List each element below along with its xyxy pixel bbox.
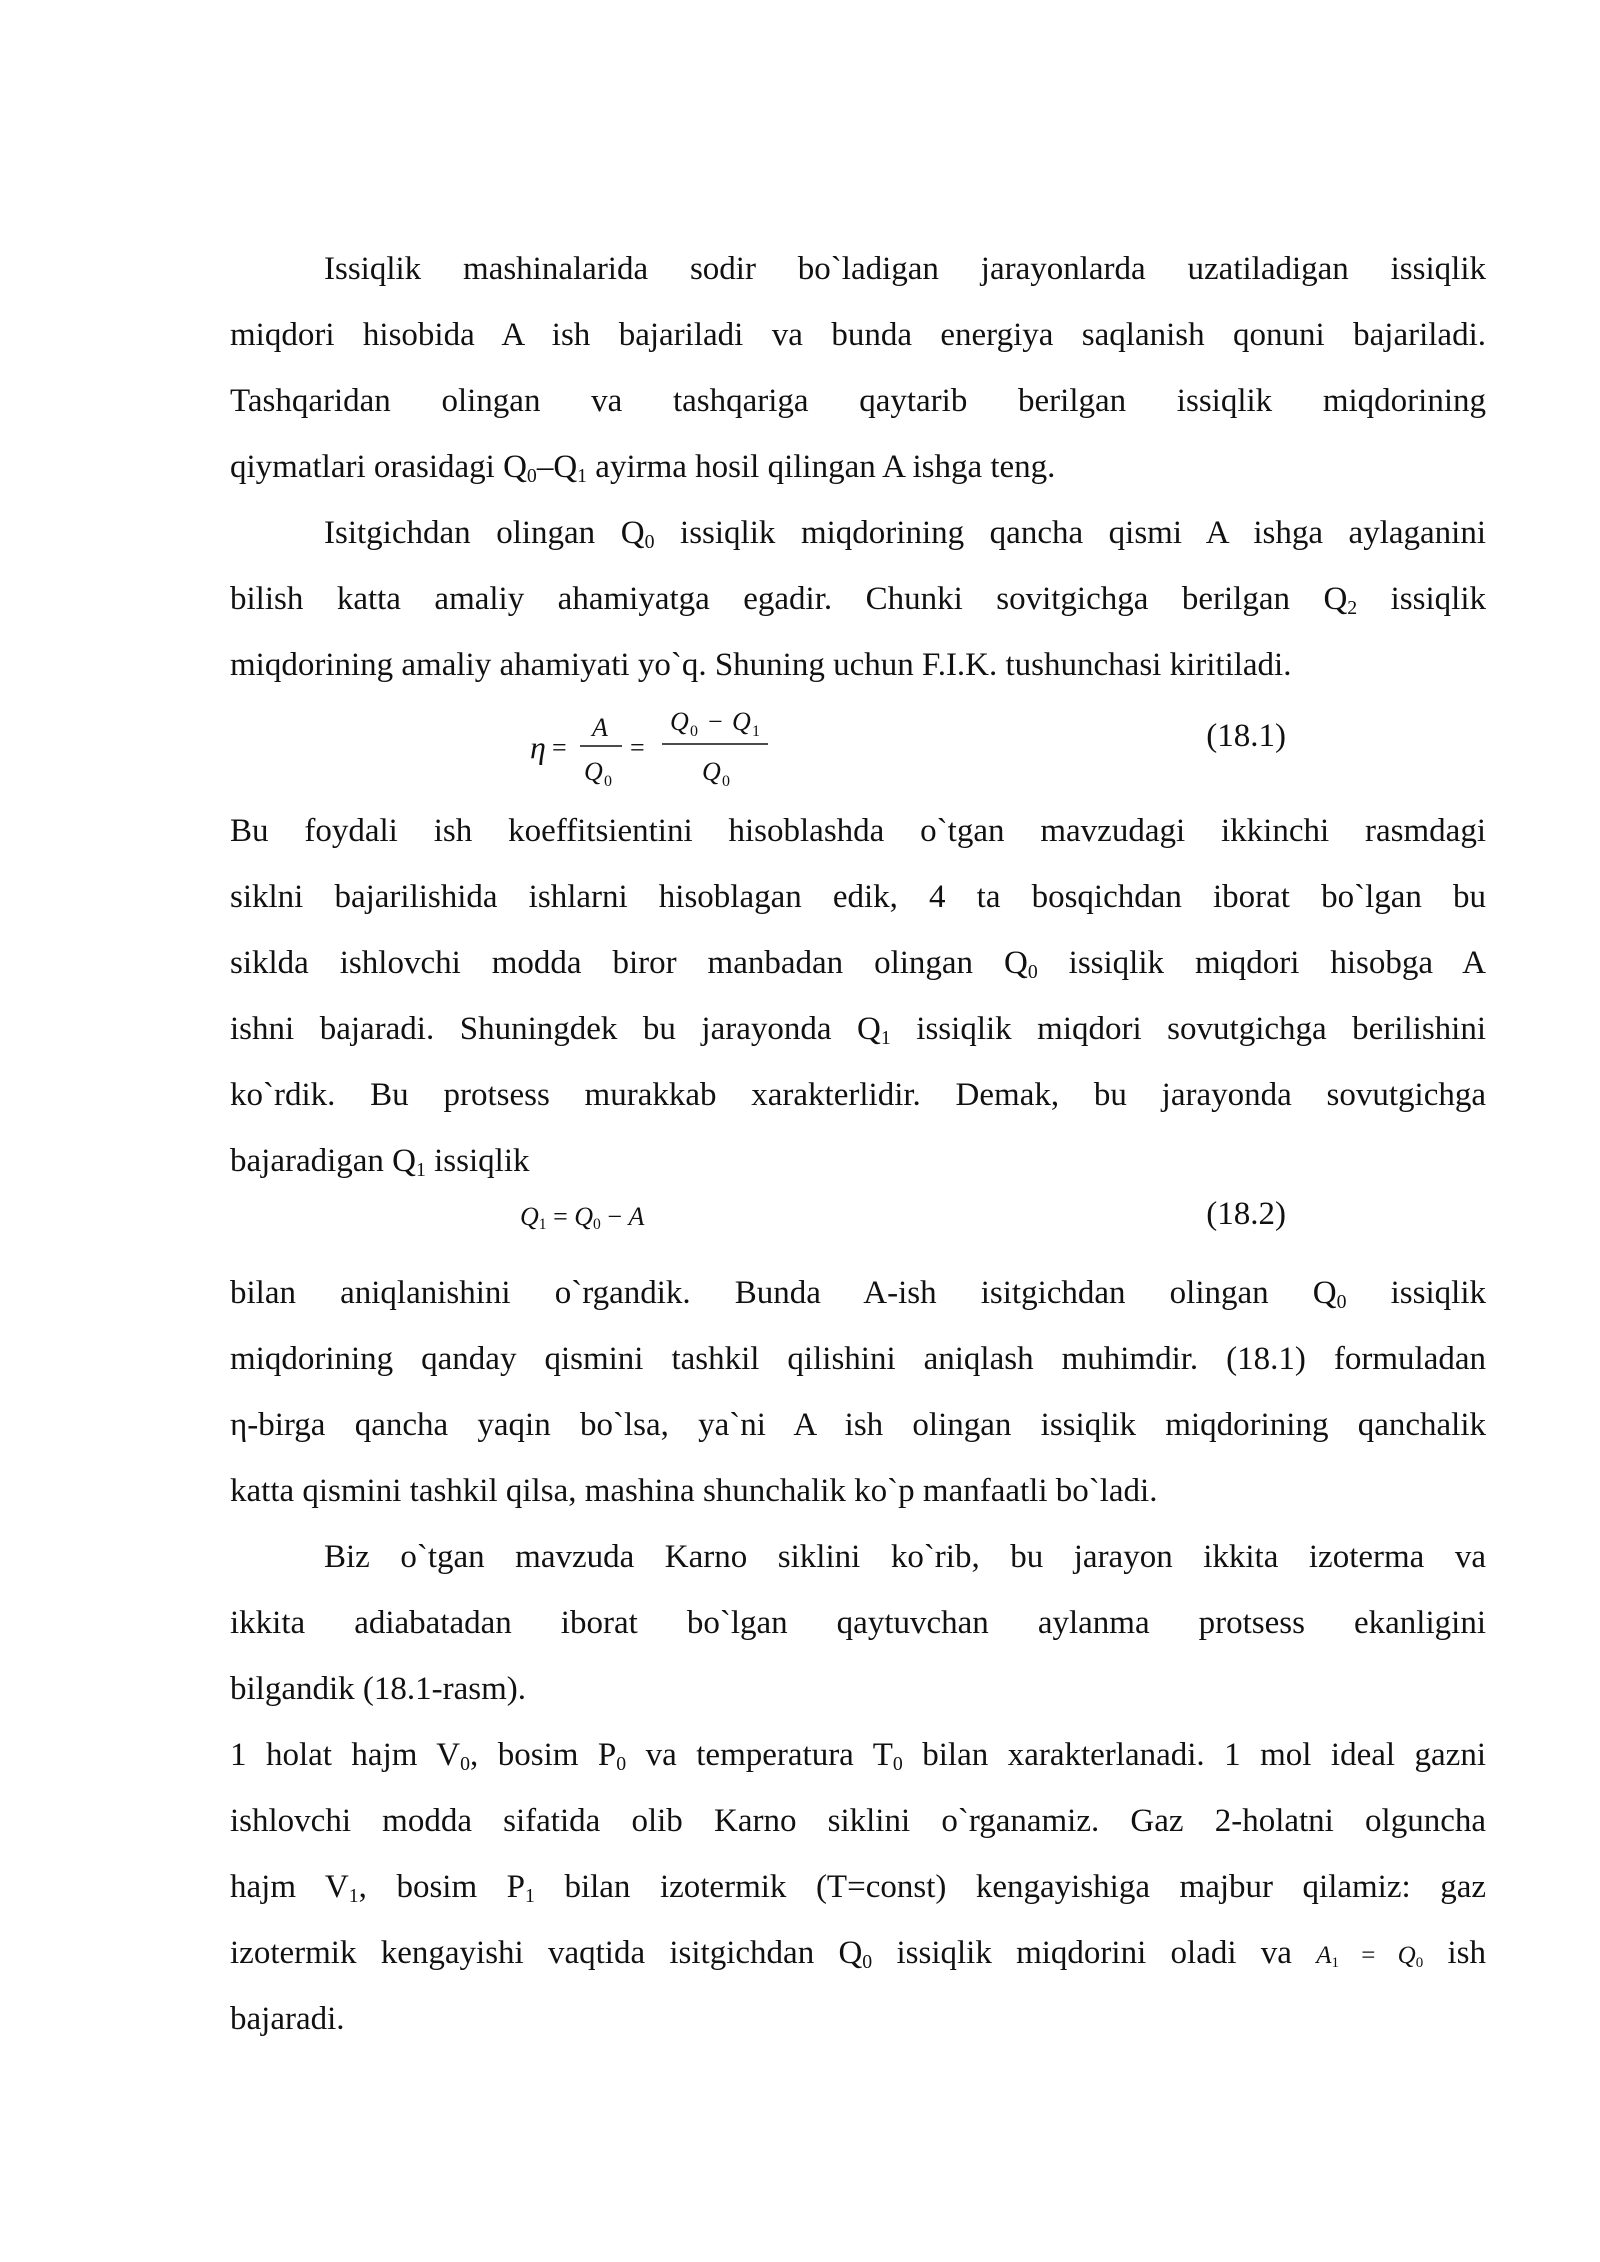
paragraph-3-line-6 <box>230 1128 1486 1194</box>
subscript: 1 <box>538 1215 547 1233</box>
subscript: 0 <box>460 1752 471 1775</box>
paragraph-3-line-4 <box>230 996 1486 1062</box>
subscript: 1 <box>1331 1954 1339 1971</box>
symbol: A <box>1316 1942 1332 1969</box>
text: issiqlik miqdori hisobga A <box>1037 945 1486 981</box>
paragraph-6-line-1 <box>230 1722 1486 1788</box>
equation-number: (18.2) <box>1206 1196 1286 1232</box>
text: bilan izotermik (T=const) kengayishiga majbur qilamiz: gaz <box>534 1869 1486 1905</box>
text: katta qismini tashkil qilsa, mashina shunchalik ko`p manfaatli bo`ladi. <box>230 1473 1158 1509</box>
numerator-q1: Q <box>732 707 751 736</box>
minus-sign: − <box>600 1202 629 1231</box>
paragraph-6-line-4 <box>230 1920 1486 1986</box>
text: bilgandik (18.1-rasm). <box>230 1671 527 1707</box>
denominator-q0-sub: 0 <box>604 773 612 790</box>
subscript: 0 <box>1336 1290 1347 1313</box>
text: Biz o`tgan mavzuda Karno siklini ko`rib, bu jarayon ikkita izoterma va <box>324 1539 1486 1575</box>
equals-sign: = <box>546 1202 575 1231</box>
text: miqdori hisobida A ish bajariladi va bunda energiya saqlanish qonuni bajariladi. <box>230 317 1486 353</box>
paragraph-1-line-1 <box>230 236 1486 302</box>
text: qiymatlari orasidagi Q <box>230 449 527 485</box>
text: bilish katta amaliy ahamiyatga egadir. Chunki sovitgichga berilgan Q <box>230 581 1348 617</box>
text: issiqlik <box>1357 581 1486 617</box>
text: izotermik kengayishi vaqtida isitgichdan Q <box>230 1935 863 1971</box>
denominator-q0-sub: 0 <box>722 773 730 790</box>
subscript: 0 <box>644 530 655 553</box>
inline-work-formula <box>1316 1942 1423 1969</box>
minus-sign: − <box>708 707 723 736</box>
text: bilan aniqlanishini o`rgandik. Bunda A-ish isitgichdan olingan Q <box>230 1275 1337 1311</box>
paragraph-1-line-3 <box>230 368 1486 434</box>
text: ishni bajaradi. Shuningdek bu jarayonda Q <box>230 1011 881 1047</box>
paragraph-1-line-4 <box>230 434 1486 500</box>
denominator-q0: Q <box>584 757 603 786</box>
text: miqdorining qanday qismini tashkil qilishini aniqlash muhimdir. (18.1) formuladan <box>230 1341 1486 1377</box>
paragraph-6-line-2 <box>230 1788 1486 1854</box>
eta-symbol: η <box>530 729 546 765</box>
subscript: 1 <box>880 1026 891 1049</box>
denominator-q0: Q <box>702 757 721 786</box>
text: ikkita adiabatadan iborat bo`lgan qaytuvchan aylanma protsess ekanligini <box>230 1605 1486 1641</box>
text: bajaradigan Q <box>230 1143 416 1179</box>
subscript: 1 <box>577 464 588 487</box>
formula-18-1 <box>230 698 1486 798</box>
numerator-q0: Q <box>670 707 689 736</box>
paragraph-1-line-2 <box>230 302 1486 368</box>
text: siklni bajarilishida ishlarni hisoblagan edik, 4 ta bosqichdan iborat bo`lgan bu <box>230 879 1486 915</box>
text: , bosim P <box>470 1737 617 1773</box>
text: issiqlik <box>425 1143 530 1179</box>
heat-balance-formula <box>520 1202 644 1232</box>
text: ayirma hosil qilingan A ishga teng. <box>587 449 1056 485</box>
paragraph-2-line-3 <box>230 632 1486 698</box>
text: ko`rdik. Bu protsess murakkab xarakterlidir. Demak, bu jarayonda sovutgichga <box>230 1077 1486 1113</box>
paragraph-2-line-1 <box>230 500 1486 566</box>
paragraph-4-line-3 <box>230 1392 1486 1458</box>
text: bajaradi. <box>230 2001 345 2037</box>
text: ishlovchi modda sifatida olib Karno siklini o`rganamiz. Gaz 2-holatni olguncha <box>230 1803 1486 1839</box>
symbol: Q <box>1397 1942 1416 1969</box>
text: siklda ishlovchi modda biror manbadan olingan Q <box>230 945 1028 981</box>
text: issiqlik <box>1346 1275 1486 1311</box>
text: hajm V <box>230 1869 349 1905</box>
text: Isitgichdan olingan Q <box>324 515 645 551</box>
subscript: 0 <box>526 464 537 487</box>
equals-sign: = <box>630 733 645 762</box>
subscript: 1 <box>348 1884 359 1907</box>
numerator-a: A <box>592 713 608 742</box>
text: issiqlik miqdorini oladi va <box>872 1935 1292 1971</box>
text: η-birga qancha yaqin bo`lsa, ya`ni A ish olingan issiqlik miqdorining qanchalik <box>230 1407 1486 1443</box>
text: issiqlik miqdori sovutgichga berilishini <box>890 1011 1486 1047</box>
symbol: Q <box>574 1202 594 1231</box>
subscript: 1 <box>525 1884 535 1907</box>
paragraph-2-line-2 <box>230 566 1486 632</box>
text: ish <box>1423 1935 1486 1971</box>
subscript: 0 <box>892 1752 903 1775</box>
paragraph-3-line-3 <box>230 930 1486 996</box>
paragraph-6-line-5 <box>230 1986 1486 2052</box>
document-page <box>230 236 1486 2052</box>
subscript: 2 <box>1347 596 1358 619</box>
subscript: 0 <box>616 1752 627 1775</box>
text: issiqlik miqdorining qancha qismi A ishga aylaganini <box>654 515 1486 551</box>
paragraph-5-line-2 <box>230 1590 1486 1656</box>
subscript: 1 <box>416 1158 426 1181</box>
equation-number: (18.1) <box>1206 718 1286 754</box>
efficiency-formula <box>530 698 820 798</box>
paragraph-4-line-4 <box>230 1458 1486 1524</box>
text: , bosim P <box>358 1869 526 1905</box>
paragraph-4-line-1 <box>230 1260 1486 1326</box>
text: Tashqaridan olingan va tashqariga qaytarib berilgan issiqlik miqdorining <box>230 383 1486 419</box>
symbol: Q <box>520 1202 539 1231</box>
text: miqdorining amaliy ahamiyati yo`q. Shuning uchun F.I.K. tushunchasi kiritiladi. <box>230 647 1292 683</box>
text: –Q <box>536 449 578 485</box>
paragraph-3-line-5 <box>230 1062 1486 1128</box>
subscript: 0 <box>1027 960 1038 983</box>
text: bilan xarakterlanadi. 1 mol ideal gazni <box>902 1737 1486 1773</box>
text: va temperatura T <box>626 1737 893 1773</box>
equals-sign: = <box>552 733 567 762</box>
numerator-q0-sub: 0 <box>690 723 698 740</box>
equals-sign: = <box>1339 1942 1398 1969</box>
text: Bu foydali ish koeffitsientini hisoblashda o`tgan mavzudagi ikkinchi rasmdagi <box>230 813 1486 849</box>
text: 1 holat hajm V <box>230 1737 461 1773</box>
paragraph-3-line-1 <box>230 798 1486 864</box>
subscript: 0 <box>1415 1954 1424 1971</box>
paragraph-5-line-3 <box>230 1656 1486 1722</box>
text: Issiqlik mashinalarida sodir bo`ladigan jarayonlarda uzatiladigan issiqlik <box>324 251 1486 287</box>
subscript: 0 <box>862 1950 873 1973</box>
formula-18-2 <box>230 1194 1486 1260</box>
paragraph-6-line-3 <box>230 1854 1486 1920</box>
paragraph-4-line-2 <box>230 1326 1486 1392</box>
paragraph-3-line-2 <box>230 864 1486 930</box>
paragraph-5-line-1 <box>230 1524 1486 1590</box>
numerator-q1-sub: 1 <box>752 723 760 740</box>
symbol: A <box>628 1202 645 1231</box>
subscript: 0 <box>593 1215 601 1233</box>
